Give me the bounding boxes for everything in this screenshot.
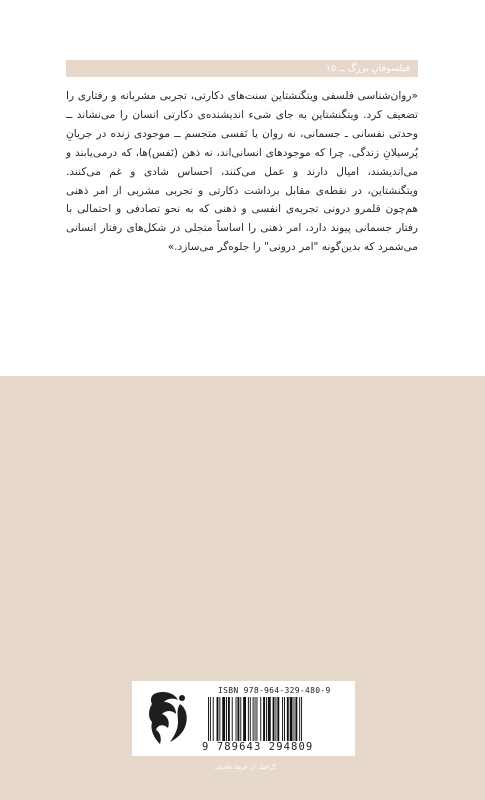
barcode-bar [219,697,220,741]
barcode-bar [256,697,257,741]
barcode-bar [290,697,293,741]
barcode-bar [222,697,225,741]
barcode-bar [237,697,239,741]
barcode-bar [250,697,251,741]
barcode-bar [243,697,246,741]
barcode-bar [275,697,276,741]
barcode-bar [208,697,209,741]
barcode-bar [228,697,230,741]
barcode-bar [210,697,211,741]
barcode-bar [282,697,283,741]
barcode-bar [299,697,300,741]
barcode-bar [301,697,302,741]
barcode-bar [266,697,267,741]
barcode-bar [260,697,261,741]
barcode-digits: 9 789643 294809 [202,741,314,753]
barcode-bar [263,697,265,741]
barcode-bar [217,697,219,741]
cover-credit: گرافیک از: فرهاد فامیلی [214,764,276,771]
series-label: فیلسوفانِ بزرگ ــ ۱۵ [66,60,418,77]
barcode-bar [287,697,289,741]
barcode [206,697,348,741]
back-cover-blurb [66,87,418,257]
barcode-bar [295,697,297,741]
barcode-bar [232,697,233,741]
barcode-bar [255,697,256,741]
barcode-bar [248,697,249,741]
barcode-bar [253,697,254,741]
barcode-bar [213,697,214,741]
barcode-bar [284,697,285,741]
blurb-paragraph: «روان‌شناسی فلسفی ویتگنشتاین سنت‌های دکارتی، تجربی مشربانه و رفتاری را تضعیف کرد. ویتگنشتاین به جای شیء اندیشنده‌ی دکارتی انسان را می‌نشاند ــ وحدتی نفسانی ـ جسمانی، نه روان یا نَفسی متجسم ــ موجودی زنده در جریانِ پُرسیلانِ زندگی. چرا که موجودهای انسانی‌اند، نه ذهن (نَفس)‌ها، که درمی‌یابند و می‌اندیشند، امیال دارند و عمل می‌کنند، احساس شادی و غم می‌کنند. ویتگنشتاین، در نقطه‌ی مقابل برداشت دکارتی و تجربی مشربی از امر ذهنی هم‌چون قلمرو درونی تجربه‌ی انفسی و ذهنی که به نحو تصادفی و احتمالی با رفتار جسمانی پیوند دارد، امر ذهنی را اساساً متجلی در شکل‌های رفتار انسانی می‌شمرد که بدین‌گونه "امر درونی" را جلوه‌گر می‌سازد.» [66,90,418,254]
barcode-bar [240,697,241,741]
barcode-bar [226,697,227,741]
barcode-bar [268,697,271,741]
barcode-bar [277,697,279,741]
publisher-logo-icon [140,688,196,750]
barcode-bar [273,697,275,741]
barcode-bar [236,697,237,741]
isbn-text: ISBN 978-964-329-480-9 [218,686,331,695]
barcode-bar [294,697,295,741]
